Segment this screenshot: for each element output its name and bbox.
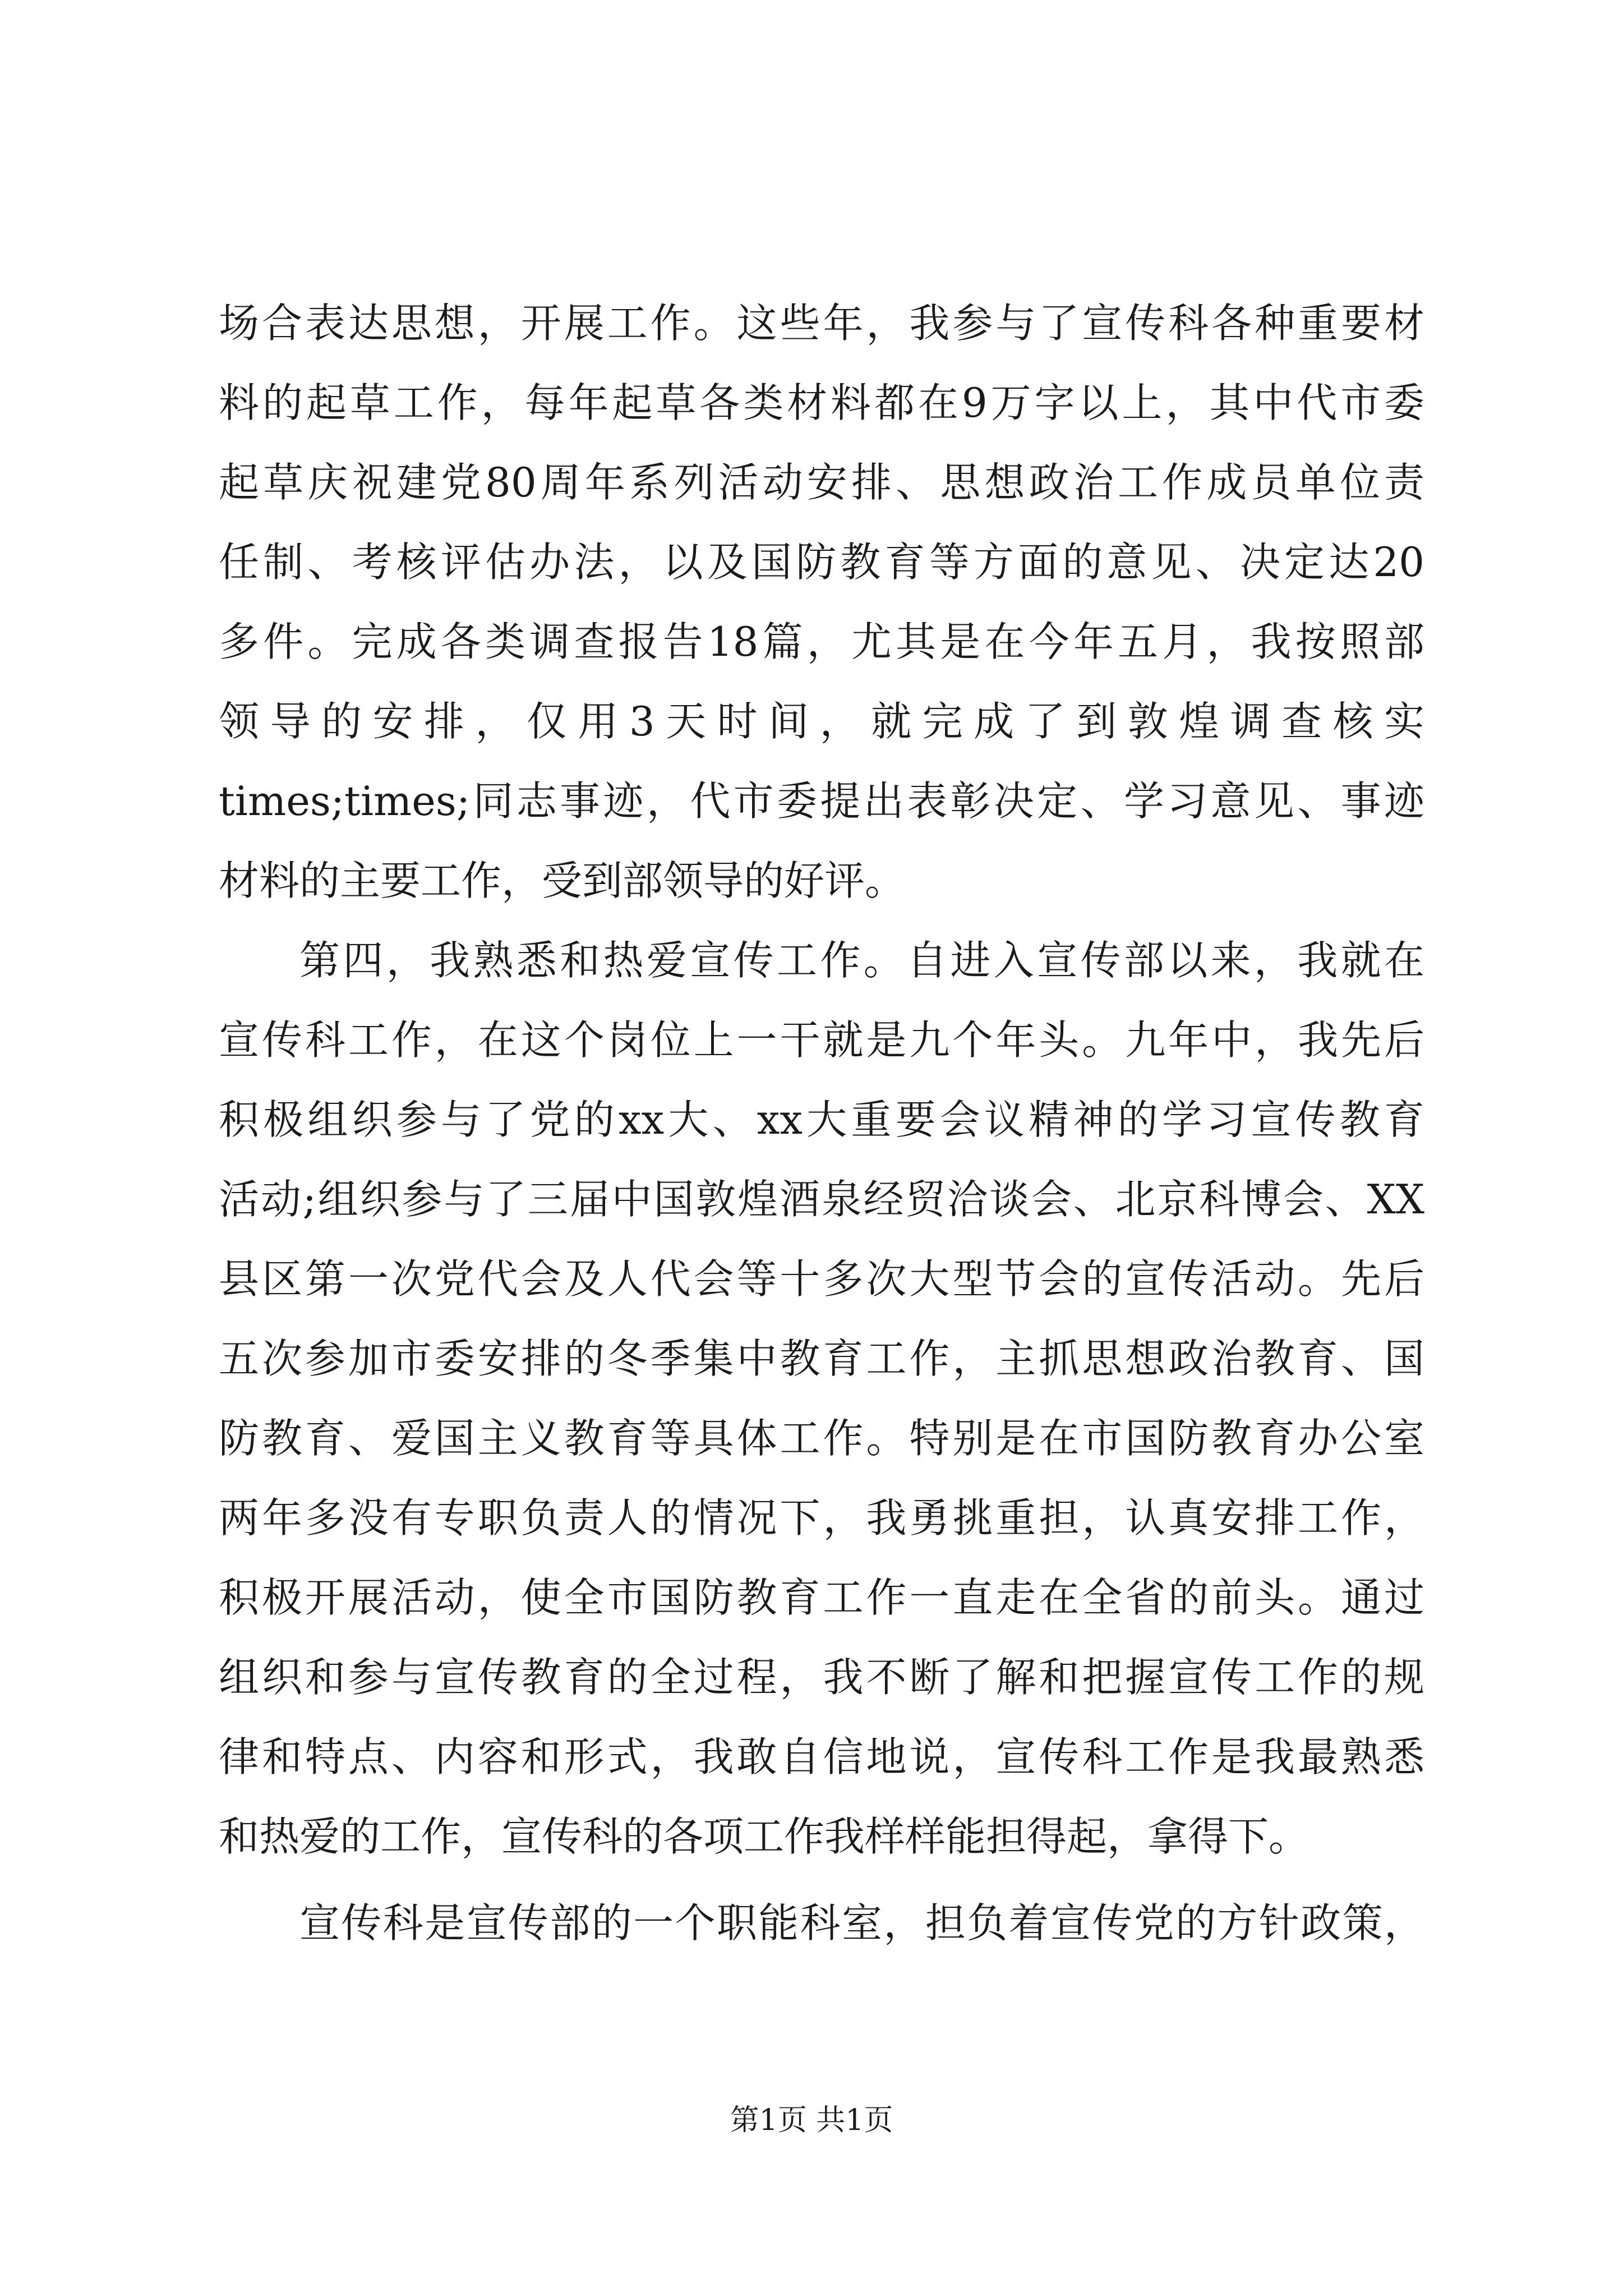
text-line: 县区第一次党代会及人代会等十多次大型节会的宣传活动。先后 xyxy=(219,1255,1424,1303)
text-line: 积极组织参与了党的xx大、xx大重要会议精神的学习宣传教育 xyxy=(219,1096,1424,1143)
text-line: 材料的主要工作，受到部领导的好评。 xyxy=(219,857,906,904)
page-footer xyxy=(0,2101,1623,2140)
text-line: 场合表达思想，开展工作。这些年，我参与了宣传科各种重要材 xyxy=(219,300,1424,347)
text-line: 两年多没有专职负责人的情况下，我勇挑重担，认真安排工作， xyxy=(219,1494,1424,1542)
paragraph xyxy=(219,283,1424,921)
body-text xyxy=(219,283,1424,1963)
text-line: 第四，我熟悉和热爱宣传工作。自进入宣传部以来，我就在 xyxy=(299,937,1424,984)
text-line: times;times;同志事迹，代市委提出表彰决定、学习意见、事迹 xyxy=(219,777,1424,825)
text-line: 领导的安排，仅用3天时间，就完成了到敦煌调查核实 xyxy=(219,698,1424,745)
paragraph-gap xyxy=(219,1876,1424,1883)
text-line: 任制、考核评估办法，以及国防教育等方面的意见、决定达20 xyxy=(219,539,1424,586)
page-number-label: 第1页 共1页 xyxy=(730,2104,893,2137)
text-line: 宣传科工作，在这个岗位上一干就是九个年头。九年中，我先后 xyxy=(219,1016,1424,1064)
text-line: 和热爱的工作，宣传科的各项工作我样样能担得起，拿得下。 xyxy=(219,1813,1310,1860)
text-line: 多件。完成各类调查报告18篇，尤其是在今年五月，我按照部 xyxy=(219,618,1424,665)
paragraph xyxy=(219,1883,1424,1963)
text-line: 料的起草工作，每年起草各类材料都在9万字以上，其中代市委 xyxy=(219,379,1424,426)
text-line: 活动;组织参与了三届中国敦煌酒泉经贸洽谈会、北京科博会、XX xyxy=(219,1176,1424,1223)
text-line: 五次参加市委安排的冬季集中教育工作，主抓思想政治教育、国 xyxy=(219,1335,1424,1382)
text-line: 起草庆祝建党80周年系列活动安排、思想政治工作成员单位责 xyxy=(219,459,1424,506)
text-line: 组织和参与宣传教育的全过程，我不断了解和把握宣传工作的规 xyxy=(219,1654,1424,1701)
text-line: 律和特点、内容和形式，我敢自信地说，宣传科工作是我最熟悉 xyxy=(219,1733,1424,1780)
text-line: 防教育、爱国主义教育等具体工作。特别是在市国防教育办公室 xyxy=(219,1415,1424,1462)
paragraph xyxy=(219,921,1424,1876)
text-line: 宣传科是宣传部的一个职能科室，担负着宣传党的方针政策， xyxy=(299,1899,1424,1947)
text-line: 积极开展活动，使全市国防教育工作一直走在全省的前头。通过 xyxy=(219,1574,1424,1621)
